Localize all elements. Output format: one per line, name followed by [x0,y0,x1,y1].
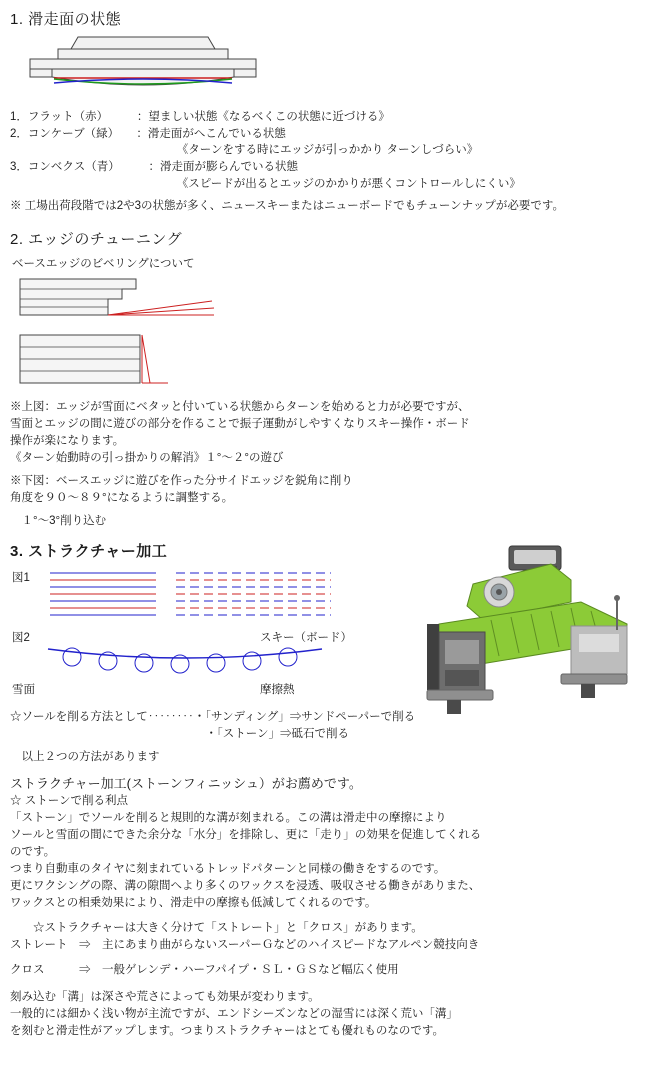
body-line: のです。 [10,846,56,859]
side-bevel-bottom-svg [18,333,218,395]
figure-1-label: 図1 [12,571,30,584]
method-line: ・「ストーン」⇒砥石で削る [10,727,350,740]
body-line: を刻むと滑走性がアップします。つまりストラクチャーはとても優れものなのです。 [10,1025,445,1038]
section-1-heading: 1. 滑走面の状態 [10,11,122,28]
body-line: 刻み込む「溝」は深さや荒さによっても効果が変わります。 [10,991,320,1004]
section-1-note: ※ 工場出荷段階では2や3の状態が多く、ニュースキーまたはニューボードでもチューンナップが必要です。 [10,200,564,213]
list-item: 《ターンをする時にエッジが引っかかり ターンしづらい》 [10,144,479,157]
figure-2-captions [10,681,640,701]
note-line: １°～3°削り込む [10,514,107,527]
figure-1-structure-patterns [10,567,640,629]
section-2-subtitle: ベースエッジのビベリングについて [12,257,195,270]
section-1-list [10,109,640,192]
list-item: 1．フラット（赤） ：望ましい状態《なるべくこの状態に近づける》 [10,111,390,123]
figure-side-bevel-bottom [18,333,640,395]
note-line: 角度を９０～８９°になるように調整する。 [10,491,234,504]
note-line: 雪面とエッジの間に遊びの部分を作ることで振子運動がしやすくなりスキー操作・ボード [10,417,470,430]
ski-board-label: スキー（ボード） [260,631,352,644]
figure-2-ski-snow [10,629,640,681]
body-line: ☆ストラクチャーは大きく分けて「ストレート」と「クロス」があります。 [10,922,423,935]
body-line: ソールと雪面の間にできた余分な「水分」を排除し、更に「走り」の効果を促進してくれる [10,829,482,842]
note-line: ※下図：ベースエッジに遊びを作った分サイドエッジを鋭角に削り [10,474,353,487]
figure-base-bevel-top [18,277,640,329]
body-line: ストラクチャー加工(ストーンフィニッシュ）がお薦めです。 [10,775,362,791]
ski-snow-svg [46,643,326,683]
section-2-notes [10,399,640,530]
note-line: ※上図：エッジが雪面にベタッと付いている状態からターンを始めると力が必要ですが、 [10,400,470,413]
structure-pattern-svg [46,567,336,627]
note-line: 操作が楽になります。 [10,434,125,447]
body-line: つまり自動車のタイヤに刻まれているトレッドパターンと同様の働きをするのです。 [10,863,446,876]
section-3 [10,540,640,1040]
figure-2-label: 図2 [12,631,30,644]
figure-ski-cross-section [18,35,268,103]
section-3-heading: 3. ストラクチャー加工 [10,542,168,560]
method-line: ☆ソールを削る方法として‥‥‥‥・「サンディング」⇒サンドペーパーで削る [10,710,416,723]
body-line: ストレート ⇒ 主にあまり曲がらないスーパーＧなどのハイスピードなアルペン競技向き [10,939,480,952]
snow-surface-label: 雪面 [12,683,35,696]
body-line: 一般的には細かく浅い物が主流ですが、エンドシーズンなどの湿雪には深く荒い「溝」 [10,1008,458,1021]
body-line: ☆ ストーンで削る利点 [10,795,128,807]
body-line: ワックスとの相乗効果により、滑走中の摩擦も低減してくれるのです。 [10,897,377,910]
list-item: 3．コンベクス（青） ：滑走面が膨らんでいる状態 [10,161,299,174]
list-item: 《スピードが出るとエッジのかかりが悪くコントロールしにくい》 [10,177,521,190]
body-line: クロス ⇒ 一般ゲレンデ・ハーフパイプ・ＳＬ・ＧＳなど幅広く使用 [10,964,399,977]
body-line: 「ストーン」でソールを削ると規則的な溝が刻まれる。この溝は滑走中の摩擦により [10,812,447,825]
section-3-body [10,774,640,1040]
note-line: 《ターン始動時の引っ掛かりの解消》１°～２°の遊び [10,451,284,464]
base-bevel-top-svg [18,277,218,329]
ski-cross-section-svg [18,35,268,107]
list-item: 2．コンケーブ（緑） ：滑走面がへこんでいる状態 [10,127,286,140]
method-line: 以上２つの方法があります [10,750,160,763]
body-line: 更にワクシングの際、溝の隙間へより多くのワックスを浸透、吸収させる働きがありまた、 [10,880,481,893]
friction-heat-label: 摩擦熱 [260,683,295,696]
section-2-heading: 2. エッジのチューニング [10,230,183,248]
